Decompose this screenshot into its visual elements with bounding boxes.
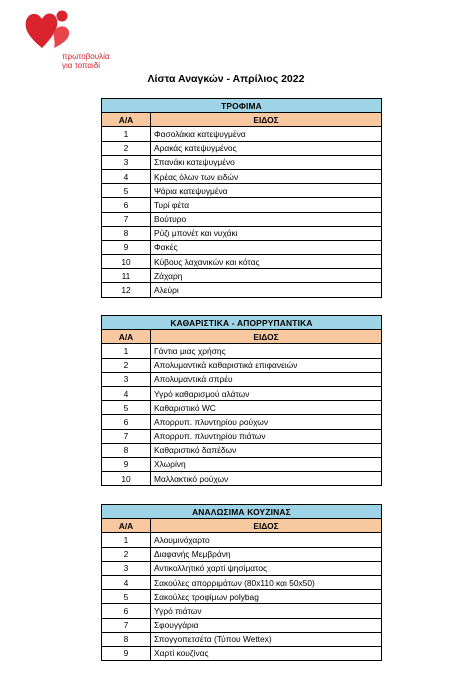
table-row (102, 358, 382, 372)
row-number: 7 (102, 429, 151, 443)
row-number: 3 (102, 155, 151, 169)
table-row (102, 401, 382, 415)
row-item: Χλωρίνη (151, 457, 382, 471)
column-header-number: Α/Α (102, 519, 151, 533)
row-number: 9 (102, 457, 151, 471)
table-row (102, 255, 382, 269)
table-row (102, 561, 382, 575)
page-title: Λίστα Αναγκών - Απρίλιος 2022 (147, 73, 305, 85)
row-number: 6 (102, 198, 151, 212)
section-title: ΤΡΟΦΙΜΑ (102, 99, 382, 113)
table-row (102, 127, 382, 141)
table-row (102, 212, 382, 226)
table-row (102, 618, 382, 632)
column-header-item: ΕΙΔΟΣ (151, 519, 382, 533)
row-number: 1 (102, 344, 151, 358)
row-item: Απολυμαντικά σπρέυ (151, 372, 382, 386)
row-number: 8 (102, 443, 151, 457)
table-row (102, 372, 382, 386)
logo (22, 8, 110, 70)
row-item: Αλεύρι (151, 283, 382, 297)
row-item: Ρύζι μπονέτ και νυχάκι (151, 226, 382, 240)
row-item: Φασολάκια κατεψυγμένα (151, 127, 382, 141)
row-number: 10 (102, 255, 151, 269)
table-row (102, 604, 382, 618)
row-number: 10 (102, 472, 151, 486)
table-row (102, 198, 382, 212)
table-row (102, 155, 382, 169)
table-row (102, 240, 382, 254)
row-number: 7 (102, 212, 151, 226)
table-row (102, 646, 382, 660)
row-number: 11 (102, 269, 151, 283)
row-item: Γάντια μιας χρήσης (151, 344, 382, 358)
table-row (102, 344, 382, 358)
section-title: ΚΑΘΑΡΙΣΤΙΚΑ - ΑΠΟΡΡΥΠΑΝΤΙΚΑ (102, 316, 382, 330)
table-row (102, 141, 382, 155)
row-number: 5 (102, 184, 151, 198)
row-item: Σακούλες απορριμάτων (80x110 και 50x50) (151, 575, 382, 589)
row-item: Κρέας όλων των ειδών (151, 169, 382, 183)
row-number: 1 (102, 533, 151, 547)
column-header-number: Α/Α (102, 113, 151, 127)
table-row (102, 184, 382, 198)
row-number: 1 (102, 127, 151, 141)
table-row (102, 269, 382, 283)
row-number: 7 (102, 618, 151, 632)
row-item: Τυρί φέτα (151, 198, 382, 212)
row-number: 5 (102, 590, 151, 604)
row-number: 4 (102, 169, 151, 183)
table-row (102, 547, 382, 561)
table-row (102, 283, 382, 297)
row-number: 4 (102, 386, 151, 400)
kitchen-supplies-table (101, 504, 382, 661)
column-header-item: ΕΙΔΟΣ (151, 330, 382, 344)
row-item: Διαφανής Μεμβράνη (151, 547, 382, 561)
row-item: Καθαριστικό δαπέδων (151, 443, 382, 457)
row-item: Κύβους λαχανικών και κότας (151, 255, 382, 269)
row-item: Χαρτί κουζίνας (151, 646, 382, 660)
table-row (102, 590, 382, 604)
row-number: 2 (102, 358, 151, 372)
row-item: Υγρό καθαρισμού αλάτων (151, 386, 382, 400)
table-row (102, 472, 382, 486)
table-row (102, 443, 382, 457)
row-number: 2 (102, 547, 151, 561)
table-row (102, 226, 382, 240)
row-number: 6 (102, 604, 151, 618)
row-item: Αντικολλητικό χαρτί ψησίματος (151, 561, 382, 575)
row-number: 9 (102, 240, 151, 254)
column-header-item: ΕΙΔΟΣ (151, 113, 382, 127)
food-table (101, 98, 382, 298)
row-number: 6 (102, 415, 151, 429)
row-number: 3 (102, 561, 151, 575)
row-item: Αρακάς κατεψυγμένος (151, 141, 382, 155)
row-item: Βούτυρο (151, 212, 382, 226)
row-item: Καθαριστικό WC (151, 401, 382, 415)
table-row (102, 575, 382, 589)
row-item: Σφουγγάρια (151, 618, 382, 632)
row-item: Αλουμινόχαρτο (151, 533, 382, 547)
row-item: Απορρυπ. πλυντηρίου πιάτων (151, 429, 382, 443)
table-row (102, 457, 382, 471)
row-item: Ζάχαρη (151, 269, 382, 283)
section-title: ΑΝΑΛΩΣΙΜΑ ΚΟΥΖΙΝΑΣ (102, 505, 382, 519)
heart-logo-icon (22, 8, 72, 54)
row-item: Φακές (151, 240, 382, 254)
row-item: Απορρυπ. πλυντηρίου ρούχων (151, 415, 382, 429)
row-item: Υγρό πιάτων (151, 604, 382, 618)
table-row (102, 429, 382, 443)
row-item: Σακούλες τροφίμων polybag (151, 590, 382, 604)
row-number: 12 (102, 283, 151, 297)
row-item: Μαλλακτικό ρούχων (151, 472, 382, 486)
table-row (102, 632, 382, 646)
row-item: Σπογγοπετσέτα (Τύπου Wettex) (151, 632, 382, 646)
table-row (102, 386, 382, 400)
cleaning-table (101, 315, 382, 486)
logo-text-line2: για τοπαιδί (62, 61, 101, 70)
row-number: 8 (102, 632, 151, 646)
table-row (102, 533, 382, 547)
row-item: Απολυμαντικά καθαριστικά επιφανειών (151, 358, 382, 372)
logo-text-line1: πρωτοβουλία (62, 52, 110, 61)
row-item: Σπανάκι κατεψυγμένο (151, 155, 382, 169)
column-header-number: Α/Α (102, 330, 151, 344)
row-number: 9 (102, 646, 151, 660)
row-number: 4 (102, 575, 151, 589)
row-number: 2 (102, 141, 151, 155)
logo-text (62, 52, 110, 70)
row-item: Ψάρια κατεψυγμένα (151, 184, 382, 198)
row-number: 3 (102, 372, 151, 386)
row-number: 5 (102, 401, 151, 415)
table-row (102, 169, 382, 183)
row-number: 8 (102, 226, 151, 240)
table-row (102, 415, 382, 429)
